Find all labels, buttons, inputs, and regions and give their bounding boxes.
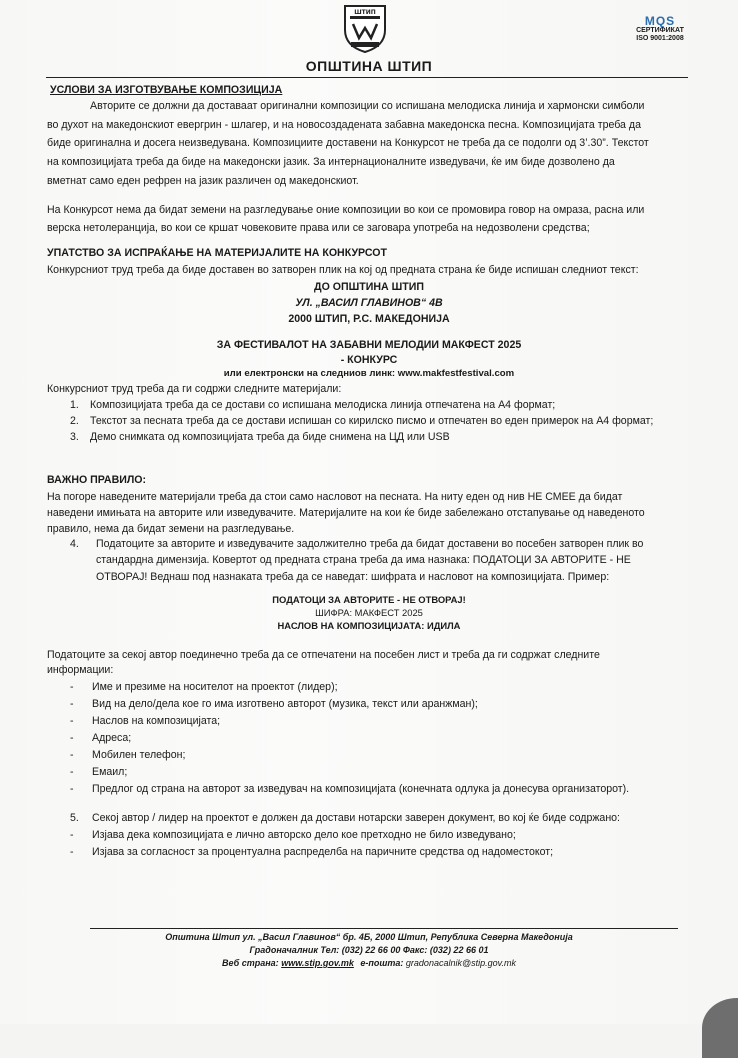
author-item-6-dash: -: [70, 766, 74, 778]
svg-text:ШТИП: ШТИП: [354, 9, 376, 16]
envelope-instructions: Конкурсниот труд треба да биде доставен во затворен плик на кој од предната страна ќе биде испишан следниот текст:: [47, 264, 639, 276]
municipality-crest-logo: [341, 2, 389, 54]
footer-mail-label: е-пошта:: [360, 958, 404, 968]
rule-line-2: наведени имињата на авторите или изведувачите. Материјалите на кои ќе биде забележано отстапување од наведеното: [47, 507, 645, 519]
material-2-text: Текстот за песната треба да се достави испишан со кирилско писмо и отпечатен во еден примерок на А4 формат;: [90, 415, 654, 427]
material-1-text: Композицијата треба да се достави со испишана мелодиска линија отпечатена на А4 формат;: [90, 399, 556, 411]
page-curl-shadow: [702, 998, 738, 1058]
author-item-2: Вид на дело/дела кое го има изготвено авторот (музика, текст или аранжман);: [92, 698, 478, 710]
declaration-2-dash: -: [70, 846, 74, 858]
certificate-badge: [620, 15, 700, 43]
section-heading-instructions: УПАТСТВО ЗА ИСПРАЌАЊЕ НА МАТЕРИЈАЛИТЕ НА КОНКУРСОТ: [47, 247, 387, 259]
example-line-3: НАСЛОВ НА КОМПОЗИЦИЈАТА: ИДИЛА: [277, 620, 461, 631]
footer-web-label: Веб страна:: [222, 958, 279, 968]
header-rule: [46, 77, 688, 78]
conditions-line-5: вметнат само еден рефрен на јазик различен од македонскиот.: [47, 175, 359, 187]
declaration-1-dash: -: [70, 829, 74, 841]
author-info-line-1: Податоците за секој автор поединечно треба да се отпечатени на посебен лист и треба да ги содржат следните: [47, 649, 600, 661]
author-item-7: Предлог од страна на авторот за изведувач на композицијата (конечната одлука ја донесува организаторот).: [92, 783, 630, 795]
item-4-line-3: ОТВОРАЈ! Веднаш под назнаката треба да се наведат: шифрата и насловот на композицијата. Пример:: [96, 571, 610, 583]
festival-title: ЗА ФЕСТИВАЛОТ НА ЗАБАВНИ МЕЛОДИИ МАКФЕСТ 2025: [216, 339, 522, 351]
author-item-4: Адреса;: [92, 732, 132, 744]
item-4-line-1: Податоците за авторите и изведувачите задолжително треба да бидат доставени во посебен затворен плик во: [96, 538, 644, 550]
address-line-2: УЛ. „ВАСИЛ ГЛАВИНОВ“ 4В: [295, 297, 443, 309]
conditions-line-4: на композицијата треба да биде на македонски јазик. За интернационалните изведувачи, ќе им биде дозволено да: [47, 156, 615, 168]
footer-mail-link[interactable]: gradonacalnik@stip.gov.mk: [405, 958, 516, 968]
festival-contest: - КОНКУРС: [340, 354, 398, 366]
hate-speech-line-1: На Конкурсот нема да бидат земени на разгледување оние композиции во кои се промовира говор на омраза, расна или: [47, 204, 645, 216]
item-5-text: Секој автор / лидер на проектот е должен да достави нотарски заверен документ, во кој ќе биде содржано:: [92, 812, 620, 824]
item-5-number: 5.: [70, 812, 79, 824]
author-item-1: Име и презиме на носителот на проектот (лидер);: [92, 681, 338, 693]
material-1-number: 1.: [70, 399, 79, 411]
address-line-3: 2000 ШТИП, Р.С. МАКЕДОНИЈА: [288, 313, 450, 325]
author-item-5: Мобилен телефон;: [92, 749, 186, 761]
footer-web-link[interactable]: www.stip.gov.mk: [281, 958, 354, 968]
author-item-1-dash: -: [70, 681, 74, 693]
conditions-line-1: Авторите се должни да доставаат оригинални композиции со испишана мелодиска линија и хармонски симболи: [90, 100, 645, 112]
section-heading-important-rule: ВАЖНО ПРАВИЛО:: [47, 474, 147, 486]
author-item-5-dash: -: [70, 749, 74, 761]
example-line-2: ШИФРА: МАКФЕСТ 2025: [315, 607, 423, 618]
author-item-2-dash: -: [70, 698, 74, 710]
section-heading-conditions: УСЛОВИ ЗА ИЗГОТВУВАЊЕ КОМПОЗИЦИЈА: [50, 84, 283, 96]
declaration-2: Изјава за согласност за процентуална распределба на паричните средства од надоместокот;: [92, 846, 554, 858]
author-item-3-dash: -: [70, 715, 74, 727]
festival-link[interactable]: или електронски на следниов линк: www.makfestfestival.com: [223, 368, 515, 379]
material-2-number: 2.: [70, 415, 79, 427]
author-item-6: Емаил;: [92, 766, 128, 778]
footer-address: Општина Штип ул. „Васил Главинов“ бр. 4Б, 2000 Штип, Република Северна Македонија: [165, 932, 573, 942]
author-item-7-dash: -: [70, 783, 74, 795]
item-4-line-2: стандардна димензија. Ковертот од предната страна треба да има назнака: ПОДАТОЦИ ЗА АВТОРИТЕ - НЕ: [96, 554, 631, 566]
address-line-1: ДО ОПШТИНА ШТИП: [314, 281, 424, 293]
certificate-title: СЕРТИФИКАТ: [636, 27, 684, 34]
material-3-number: 3.: [70, 431, 79, 443]
author-item-4-dash: -: [70, 732, 74, 744]
municipality-title: ОПШТИНА ШТИП: [305, 58, 433, 74]
declaration-1: Изјава дека композицијата е лично авторско дело кое претходно не било изведувано;: [92, 829, 516, 841]
item-4-number: 4.: [70, 538, 79, 550]
rule-line-3: правило, нема да бидат земени на разгледување.: [47, 523, 295, 535]
conditions-line-3: биде оригинална и досега неизведувана. Композициите доставени на Конкурсот не треба да се подолги од 3’.30”. Текстот: [47, 137, 649, 149]
certificate-standard: ISO 9001:2008: [636, 35, 684, 42]
mqs-logo: MQS: [644, 14, 676, 28]
footer-contacts: [0, 957, 738, 970]
author-info-line-2: информации:: [47, 664, 114, 676]
material-3-text: Демо снимката од композицијата треба да биде снимена на ЦД или USB: [90, 431, 450, 443]
example-line-1: ПОДАТОЦИ ЗА АВТОРИТЕ - НЕ ОТВОРАЈ!: [272, 594, 466, 605]
footer-phone: Градоначалник Тел: (032) 22 66 00 Факс: (032) 22 66 01: [249, 945, 489, 955]
hate-speech-line-2: верска нетолеранција, во кои се кршат човековите права или се заговара употреба на недозволени средства;: [47, 222, 590, 234]
rule-line-1: На погоре наведените материјали треба да стои само насловот на песната. На ниту еден од нив НЕ СМЕЕ да бидат: [47, 491, 623, 503]
materials-intro: Конкурсниот труд треба да ги содржи следните материјали:: [47, 383, 342, 395]
author-item-3: Наслов на композицијата;: [92, 715, 221, 727]
footer-rule: [90, 928, 678, 929]
conditions-line-2: во духот на македонскиот евергрин - шлагер, и на новосоздадената забавна македонска песна. Композицијата треба да: [47, 119, 641, 131]
